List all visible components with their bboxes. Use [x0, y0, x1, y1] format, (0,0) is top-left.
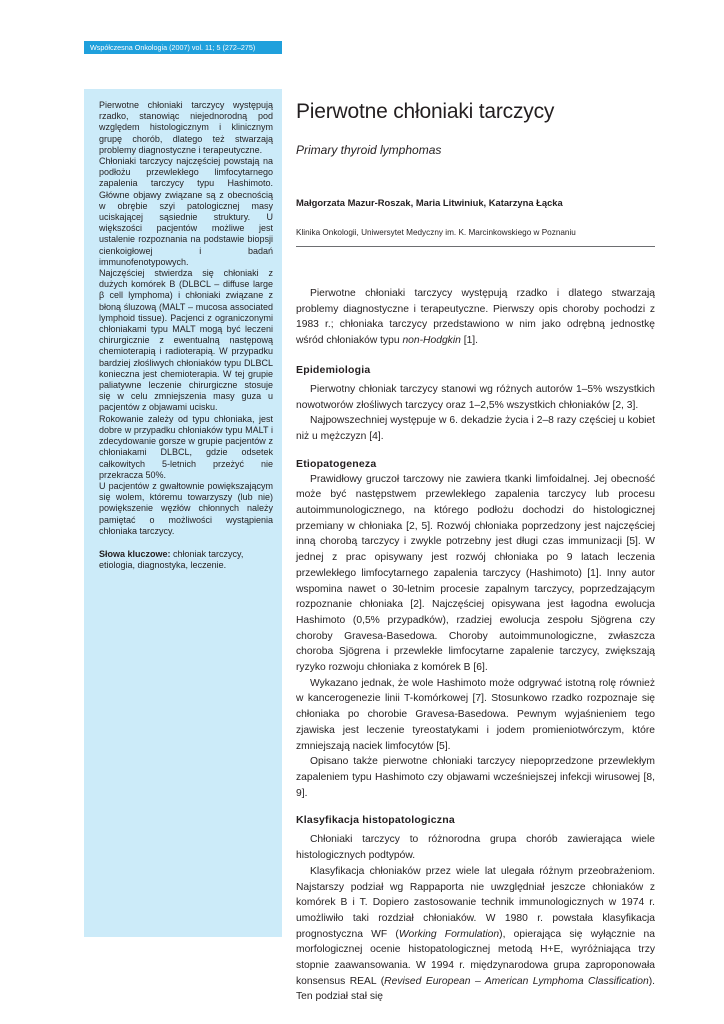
abstract-paragraph: Chłoniaki tarczycy najczęściej powstają na podłożu przewlekłego limfocytarnego zapalenia tarczycy typu Hashimoto. Główne objawy związane są z obecnością w obrębie szyi patologicznej masy uciskającej sąsiednie struktury. U większości pacjentów możliwe jest ustalenie rozpoznania na podstawie biopsji cienkoigłowej i badań immunofenotypowych. — [99, 156, 273, 267]
keywords-label: Słowa kluczowe: — [99, 548, 171, 559]
body-paragraph: Opisano także pierwotne chłoniaki tarczycy niepoprzedzone przewlekłym zapaleniem typu Hashimoto czy objawami wcześniejszej infekcji wirusowej [8, 9]. — [296, 756, 655, 799]
article-body — [296, 286, 655, 1005]
lead-paragraph: Pierwotne chłoniaki tarczycy występują rzadko i dlatego stwarzają problemy diagnostyczne i terapeutyczne. Pierwszy opis choroby pochodzi z 1983 r.; chłoniaka tarczycy przedstawiono w nim jako odrębną jednostkę wśród chłoniaków typu non-Hodgkin [1]. — [296, 288, 655, 347]
article-title: Pierwotne chłoniaki tarczycy — [296, 100, 555, 123]
body-paragraph: Najpowszechniej występuje w 6. dekadzie życia i 2–8 razy częściej u kobiet niż u mężczyzn [4]. — [296, 415, 655, 442]
affiliation: Klinika Onkologii, Uniwersytet Medyczny im. K. Marcinkowskiego w Poznaniu — [296, 228, 576, 237]
keywords-list: chłoniak tarczycy, etiologia, diagnostyka, leczenie. — [99, 548, 244, 571]
abstract-paragraph: Najczęściej stwierdza się chłoniaki z dużych komórek B (DLBCL – diffuse large β cell lymphoma) i chłoniaki związane z błoną śluzową (MALT – mucosa associated lymphoid tissue). Pacjenci z ograniczonymi chłoniakami typu MALT mogą być leczeni chirurgicznie z ewentualną następową chemioterapią i radioterapią. W przypadku bardziej złośliwych chłoniaków typu DLBCL konieczna jest chemioterapia. W tej grupie paliatywne leczenie chirurgiczne stosuje się w celu zmniejszenia masy guza u pacjentów z objawami ucisku. — [99, 268, 273, 413]
body-paragraph: Wykazano jednak, że wole Hashimoto może odgrywać istotną rolę również w kancerogenezie linii T-komórkowej [7]. Stosunkowo rzadko rozpoznaje się chłoniaka po chorobie Gravesa-Basedowa. Pewnym wyjaśnieniem tego zjawiska jest leczenie tyreostatykami i jodem promieniotwórczym, które zmniejszają naciek limfocytów [5]. — [296, 677, 655, 752]
keywords — [99, 549, 273, 571]
section-heading: Etiopatogeneza — [296, 457, 377, 470]
body-paragraph: Pierwotny chłoniak tarczycy stanowi wg różnych autorów 1–5% wszystkich nowotworów złośliwych tarczycy oraz 1–2,5% wszystkich chłoniaków [2, 3]. — [296, 383, 655, 411]
header-divider — [296, 246, 655, 247]
abstract-paragraph: U pacjentów z gwałtownie powiększającym się wolem, któremu towarzyszy (lub nie) powiększenie węzłów chłonnych należy pamiętać o możliwości wystąpienia chłoniaka tarczycy. — [99, 480, 273, 536]
article-subtitle: Primary thyroid lymphomas — [296, 143, 442, 157]
abstract-sidebar — [84, 89, 282, 937]
authors: Małgorzata Mazur-Roszak, Maria Litwiniuk, Katarzyna Łącka — [296, 197, 563, 208]
body-paragraph: Chłoniaki tarczycy to różnorodna grupa chorób zawierająca wiele histologicznych podtypów. — [296, 834, 655, 862]
section-heading: Klasyfikacja histopatologiczna — [296, 814, 455, 827]
abstract-paragraph: Rokowanie zależy od typu chłoniaka, jest dobre w przypadku chłoniaków typu MALT i zdecydowanie gorsze w grupie pacjentów z chłoniakami DLBCL, gdzie odsetek całkowitych 5-letnich przeżyć nie przekracza 50%. — [99, 413, 273, 480]
section-heading: Epidemiologia — [296, 363, 371, 376]
body-paragraph: Klasyfikacja chłoniaków przez wiele lat ulegała różnym przeobrażeniom. Najstarszy podział wg Rappaporta nie uwzględniał jeszcze chłoniaków z komórek B i T. Dopiero zastosowanie technik immunologicznych w 1974 r. umożliwiło taki rozdział chłoniaków. W 1980 r. powstała klasyfikacja prognostyczna WF (Working Formulation), opierająca się wyłącznie na morfologicznej ocenie histopatologicznej metodą H+E, wyróżniająca trzy stopnie zaawansowania. W 1994 r. międzynarodowa grupa zaproponowała konsensus REAL (Revised European – American Lymphoma Classification). Ten podział stał się — [296, 865, 655, 1003]
abstract-paragraph: Pierwotne chłoniaki tarczycy występują rzadko, stanowiąc niejednorodną pod względem histologicznym i klinicznym grupę chorób, dlatego też stwarzają problemy diagnostyczne i terapeutyczne. — [99, 100, 273, 155]
body-paragraph: Prawidłowy gruczoł tarczowy nie zawiera tkanki limfoidalnej. Jej obecność może być następstwem przewlekłego zapalenia tarczycy lub procesu autoimmunologicznego, na którego podłożu dochodzi do histologicznej przemiany w chłoniaka [2, 5]. Rozwój chłoniaka poprzedzony jest najczęściej inną chorobą tarczycy i zwykle potrzebny jest długi czas immunizacji [5]. W jednej z prac opisywany jest rozwój chłoniaka po 9 latach leczenia przewlekłego limfocytarnego zapalenia tarczycy (Hashimoto) [1]. Inny autor wspomina nawet o 30-letnim procesie zapalnym tarczycy, poprzedzającym rozpoznanie chłoniaka [2]. Najczęściej opisywana jest łagodna ewolucja Hashimoto (0,5% przypadków), rzadziej ewolucja zespołu Sjögrena czy choroby Gravesa-Basedowa. Choroby autoimmunologiczne, zwłaszcza choroba Sjögrena i przewlekłe limfocytarne zapalenie tarczycy, zwiększają ryzyko rozwoju chłoniaka z komórek B [6]. — [296, 473, 655, 674]
journal-header: Współczesna Onkologia (2007) vol. 11; 5 (272–275) — [84, 41, 282, 54]
